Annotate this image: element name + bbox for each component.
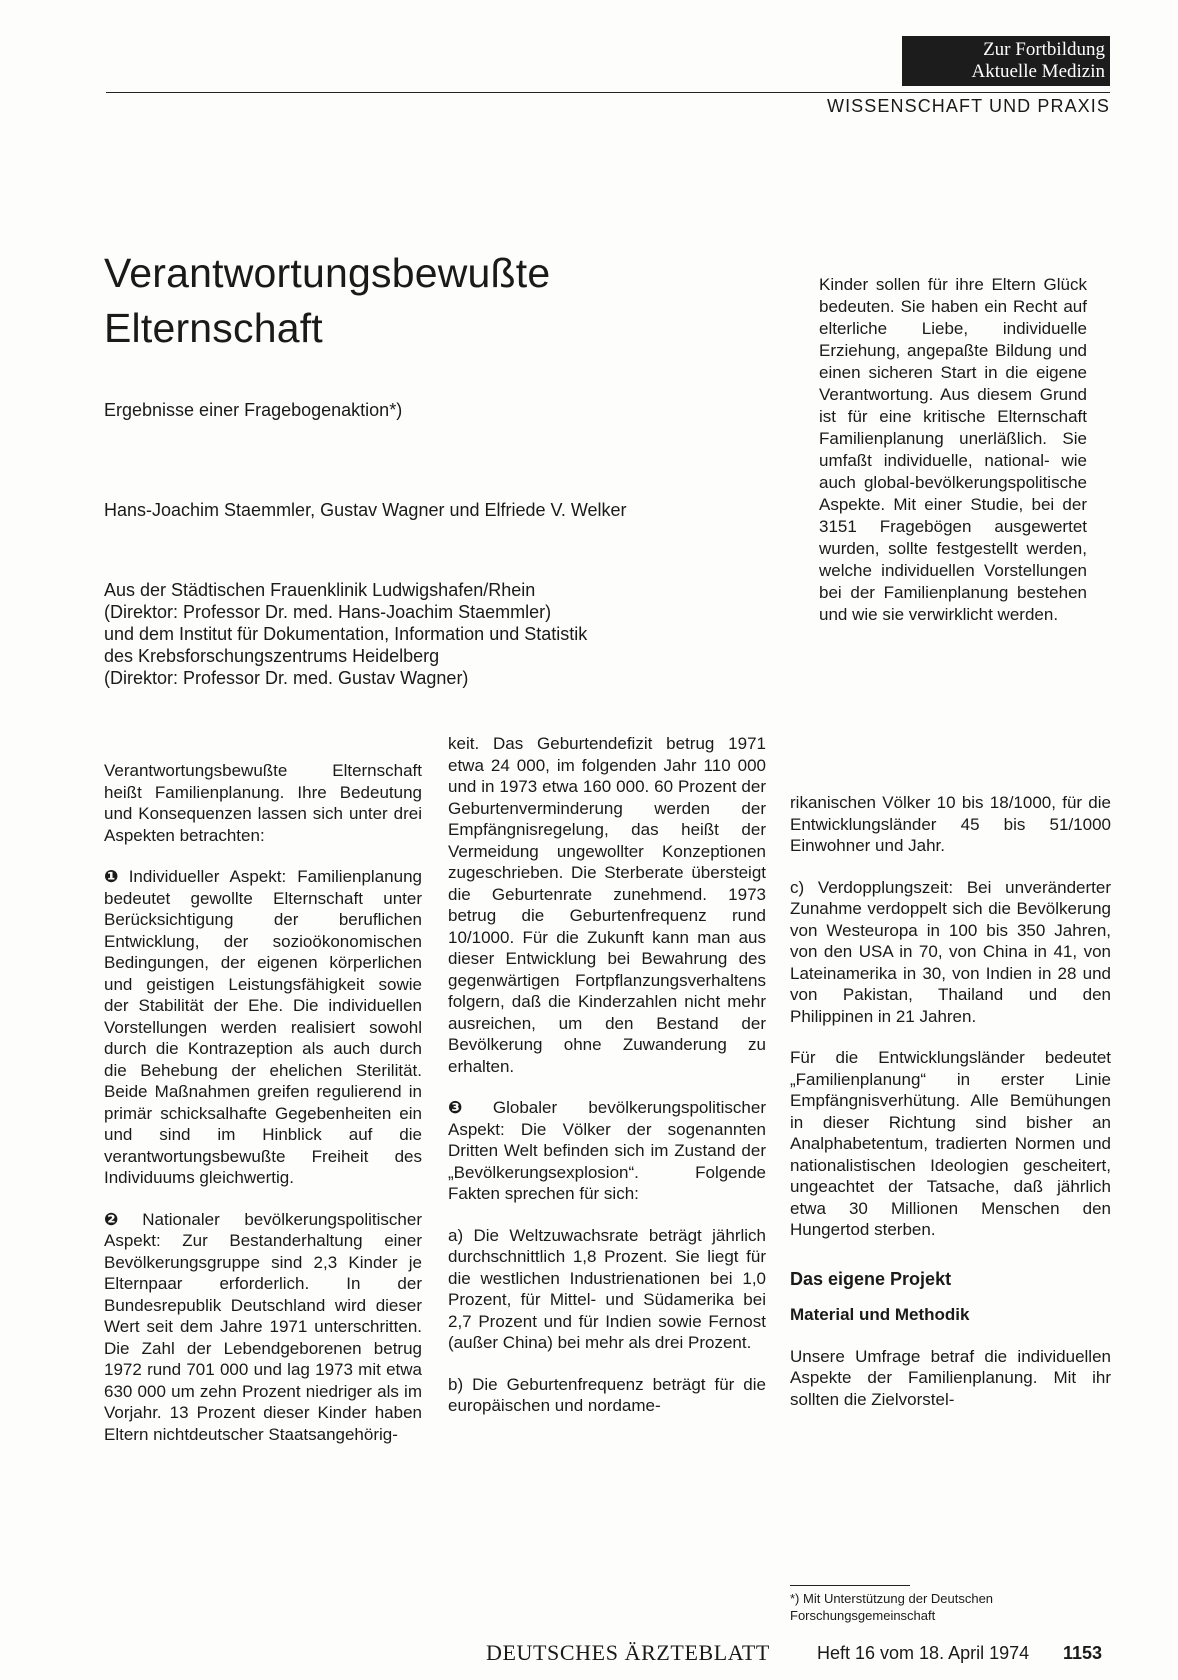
aspect-2-continued: keit. Das Geburtendefizit betrug 1971 etwa 24 000, im folgenden Jahr 110 000 und in 1973 etwa 160 000. 60 Prozent der Geburtenverminderung werden der Empfängnisregelung, das heißt der Vermeidung ungewollter Konzeptionen zugeschrieben. Die Sterberate übersteigt die Geburtenrate zunehmend. 1973 betrug die Geburtenfrequenz rund 10/1000. Für die Zukunft kann man aus dieser Entwicklung bei Bewahrung des gegenwärtigen Fortpflanzungsverhaltens folgern, daß die Kinderzahlen nicht mehr ausreichen, um den Bestand der Bevölkerung ohne Zuwanderung zu erhalten. — [448, 734, 766, 1076]
intro-paragraph: Verantwortungsbewußte Elternschaft heißt Familienplanung. Ihre Bedeutung und Konsequenzen lassen sich unter drei Aspekten betrachten: — [104, 761, 422, 845]
number-3-icon: ❸ — [448, 1098, 489, 1117]
article-subtitle: Ergebnisse einer Fragebogenaktion*) — [104, 400, 403, 420]
aspect-3-text: Globaler bevölkerungspolitischer Aspekt: Die Völker der sogenannten Dritten Welt befinden sich im Zustand der „Bevölkerungsexplosion“. Folgende Fakten sprechen für sich: — [448, 1098, 766, 1203]
page-number: 1153 — [1063, 1643, 1103, 1663]
badge-line-2: Aktuelle Medizin — [971, 61, 1105, 82]
fact-b-continued: rikanischen Völker 10 bis 18/1000, für die Entwicklungsländer 45 bis 51/1000 Einwohner und Jahr. — [790, 793, 1111, 855]
body-column-3 — [790, 792, 1111, 1410]
aspect-1-text: Individueller Aspekt: Familienplanung bedeutet gewollte Elternschaft unter Berücksichtigung der beruflichen Entwicklung, der sozioökonomischen Bedingungen, der eigenen körperlichen und geistigen Leistungsfähigkeit sowie der Stabilität der Ehe. Die individuellen Vorstellungen werden realisiert sowohl durch die Kontrazeption als auch durch die Behebung der ehelichen Sterilität. Beide Maßnahmen greifen regulierend in primär schicksalhafte Gegebenheiten ein und sind im Hinblick auf die verantwortungsbewußte Freiheit des Individuums gleichwertig. — [104, 867, 422, 1187]
number-2-icon: ❷ — [104, 1209, 139, 1229]
abstract: Kinder sollen für ihre Eltern Glück bedeuten. Sie haben ein Recht auf elterliche Liebe, individuelle Erziehung, angepaßte Bildung und einen sicheren Start in die eigene Verantwortung. Aus diesem Grund ist für eine kritische Elternschaft Familienplanung unerläßlich. Sie umfaßt individuelle, national- wie auch global-bevölkerungspolitische Aspekte. Mit einer Studie, bei der 3151 Fragebögen ausgewertet wurden, sollte festgestellt werden, welche individuellen Vorstellungen bei der Familienplanung bestehen und wie sie verwirklicht werden. — [819, 275, 1087, 624]
title-line-1: Verantwortungsbewußte — [104, 250, 551, 296]
article-title — [104, 246, 550, 356]
affiliation — [104, 579, 744, 689]
aspect-1-paragraph — [104, 866, 422, 1189]
aspect-2-text: Nationaler bevölkerungspolitischer Aspekt: Zur Bestanderhaltung einer Bevölkerungsgruppe sind 2,3 Kinder je Elternpaar erforderlich. In der Bundesrepublik Deutschland wird dieser Wert seit dem Jahre 1971 unterschritten. Die Zahl der Lebendgeborenen betrug 1972 rund 701 000 und lag 1973 mit etwa 630 000 um zehn Prozent niedriger als im Vorjahr. 13 Prozent dieser Kinder haben Eltern nichtdeutscher Staatsangehörig- — [104, 1209, 422, 1444]
affiliation-line: Aus der Städtischen Frauenklinik Ludwigshafen/Rhein — [104, 580, 536, 600]
footnote: *) Mit Unterstützung der Deutschen Forschungsgemeinschaft — [790, 1591, 994, 1623]
fact-b-paragraph: b) Die Geburtenfrequenz beträgt für die europäischen und nordame- — [448, 1374, 766, 1415]
affiliation-line: (Direktor: Professor Dr. med. Gustav Wagner) — [104, 668, 469, 688]
fact-c-paragraph: c) Verdopplungszeit: Bei unveränderter Zunahme verdoppelt sich die Bevölkerung von Westeuropa in 100 bis 350 Jahren, von den USA in 70, von China in 41, von Lateinamerika in 30, von Indien in 28 und von Pakistan, Thailand und den Philippinen in 21 Jahren. — [790, 877, 1111, 1026]
fact-a-paragraph: a) Die Weltzuwachsrate beträgt jährlich durchschnittlich 1,8 Prozent. Sie liegt für die westlichen Industrienationen bei 1,0 Prozent, für Mittel- und Südamerika bei 2,7 Prozent und für Indien sowie Fernost (außer China) bei mehr als drei Prozent. — [448, 1225, 766, 1352]
badge-line-1: Zur Fortbildung — [983, 39, 1105, 60]
title-line-2: Elternschaft — [104, 305, 323, 351]
aspect-3-paragraph — [448, 1097, 766, 1205]
article-authors: Hans-Joachim Staemmler, Gustav Wagner und Elfriede V. Welker — [104, 500, 627, 520]
aspect-2-paragraph — [104, 1209, 422, 1446]
journal-name: DEUTSCHES ÄRZTEBLATT — [486, 1640, 770, 1665]
header-rule — [106, 92, 1110, 93]
affiliation-line: und dem Institut für Dokumentation, Information und Statistik — [104, 624, 588, 644]
section-badge — [902, 36, 1110, 86]
affiliation-line: (Direktor: Professor Dr. med. Hans-Joachim Staemmler) — [104, 602, 552, 622]
footnote-rule — [790, 1585, 910, 1586]
section-name: WISSENSCHAFT UND PRAXIS — [826, 96, 1110, 116]
body-column-1 — [104, 760, 422, 1445]
subsection-heading-method: Material und Methodik — [790, 1305, 970, 1324]
method-paragraph: Unsere Umfrage betraf die individuellen Aspekte der Familienplanung. Mit ihr sollten die Zielvorstel- — [790, 1346, 1111, 1409]
body-column-2 — [448, 733, 766, 1417]
issue-info: Heft 16 vom 18. April 1974 — [817, 1643, 1030, 1663]
developing-countries-paragraph: Für die Entwicklungsländer bedeutet „Familienplanung“ in erster Linie Empfängnisverhütung. Alle Bemühungen in dieser Richtung sind bisher an Analphabetentum, tradierten Normen und nationalistischen Ideologien gescheitert, ungeachtet der Tatsache, daß jährlich etwa 30 Millionen Menschen den Hungertod sterben. — [790, 1048, 1111, 1239]
affiliation-line: des Krebsforschungszentrums Heidelberg — [104, 646, 440, 666]
section-heading-project: Das eigene Projekt — [790, 1268, 952, 1289]
number-1-icon: ❶ — [104, 867, 125, 886]
